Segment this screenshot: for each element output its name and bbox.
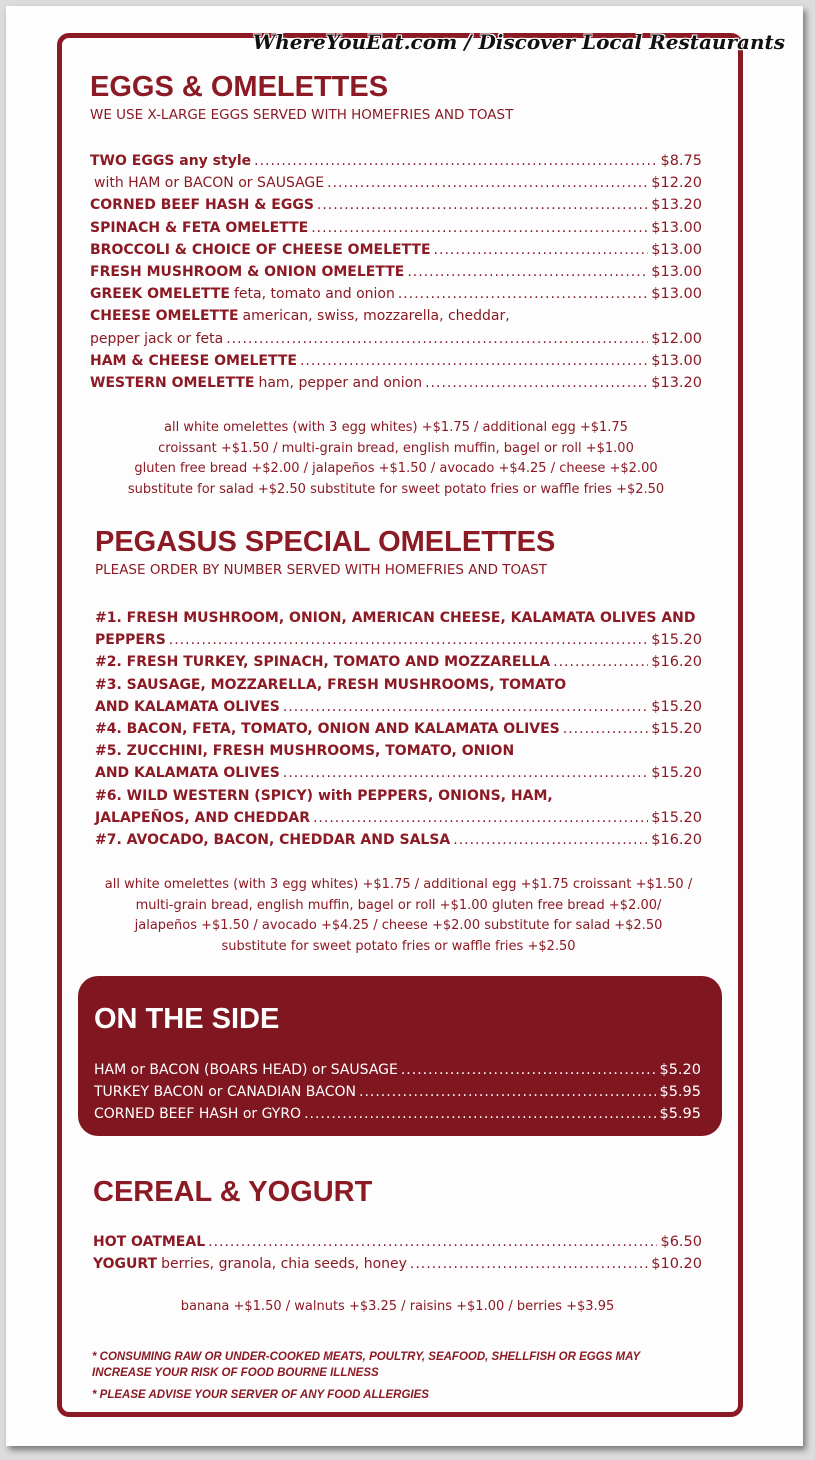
cereal-item-name: HOT OATMEAL (93, 1234, 206, 1250)
cereal-item-price: $10.20 (651, 1256, 702, 1273)
special-item (95, 807, 702, 829)
menu-item-desc: with HAM or BACON or SAUSAGE (94, 175, 325, 192)
special-title: PEGASUS SPECIAL OMELETTES (95, 526, 556, 558)
menu-item (90, 217, 702, 239)
menu-item-desc: american, swiss, mozzarella, cheddar, (242, 308, 510, 325)
special-item-price: $15.20 (651, 809, 702, 826)
side-item-name: TURKEY BACON or CANADIAN BACON (94, 1084, 356, 1101)
special-item-line (95, 740, 702, 762)
eggs-title: EGGS & OMELETTES (90, 71, 389, 103)
special-item (95, 718, 702, 740)
leader-dots (407, 261, 648, 283)
menu-item (90, 239, 702, 261)
special-item-line (95, 674, 702, 696)
special-item (95, 762, 702, 784)
menu-item (90, 172, 702, 194)
special-item (95, 651, 702, 673)
cereal-notes (93, 1297, 702, 1318)
note-line: jalapeños +$1.50 / avocado +$4.25 / cheese +$2.00 substitute for salad +$2.50 (134, 918, 663, 934)
menu-item-price: $13.20 (651, 375, 702, 392)
leader-dots (208, 1231, 657, 1253)
note-line: substitute for salad +$2.50 substitute for sweet potato fries or waffle fries +$2.50 (127, 481, 665, 497)
leader-dots (425, 372, 648, 394)
special-item-price: $15.20 (651, 765, 702, 782)
cereal-item (93, 1253, 702, 1275)
note-line: croissant +$1.50 / multi-grain bread, english muffin, bagel or roll +$1.00 (158, 440, 634, 456)
special-subtitle: PLEASE ORDER BY NUMBER SERVED WITH HOMEFRIES AND TOAST (95, 562, 547, 578)
eggs-section (90, 70, 702, 500)
health-warning (92, 1349, 712, 1381)
side-item (94, 1059, 701, 1081)
side-item-name: HAM or BACON (BOARS HEAD) or SAUSAGE (94, 1062, 398, 1078)
menu-item-price: $13.00 (651, 352, 702, 369)
menu-item-name: GREEK OMELETTE (90, 286, 230, 303)
cereal-item-desc: berries, granola, chia seeds, honey (161, 1256, 407, 1273)
leader-dots (398, 283, 648, 305)
special-item (95, 829, 702, 851)
menu-item-desc: feta, tomato and onion (234, 286, 395, 303)
menu-item-name: CHEESE OMELETTE (90, 308, 239, 325)
menu-item (90, 261, 702, 283)
watermark: WhereYouEat.com / Discover Local Restaurants (252, 30, 785, 54)
side-item-price: $5.95 (659, 1084, 701, 1101)
menu-item-line (90, 305, 702, 327)
menu-item (90, 372, 702, 394)
special-item-name: PEPPERS (95, 632, 166, 649)
special-item (95, 696, 702, 718)
menu-item-name: BROCCOLI & CHOICE OF CHEESE OMELETTE (90, 241, 431, 258)
side-item-name: CORNED BEEF HASH or GYRO (94, 1106, 302, 1123)
menu-item-name: HAM & CHEESE OMELETTE (90, 352, 297, 369)
special-item (95, 629, 702, 651)
eggs-items (90, 150, 702, 394)
leader-dots (304, 1103, 656, 1125)
cereal-item (93, 1231, 702, 1253)
special-item-name: #4. BACON, FETA, TOMATO, ONION AND KALAMATA OLIVES (95, 721, 560, 738)
special-item-name: #7. AVOCADO, BACON, CHEDDAR AND SALSA (95, 832, 451, 849)
special-item-price: $15.20 (651, 721, 702, 738)
menu-item-name: CORNED BEEF HASH & EGGS (90, 197, 314, 214)
leader-dots (401, 1059, 657, 1081)
eggs-subtitle: WE USE X-LARGE EGGS SERVED WITH HOMEFRIES AND TOAST (90, 107, 514, 123)
leader-dots (327, 172, 648, 194)
leader-dots (311, 217, 648, 239)
leader-dots (563, 718, 648, 740)
menu-item-desc: pepper jack or feta (90, 330, 224, 347)
cereal-title: CEREAL & YOGURT (93, 1176, 373, 1208)
menu-item-desc: ham, pepper and onion (258, 375, 423, 392)
eggs-notes (82, 418, 710, 500)
note-line: banana +$1.50 / walnuts +$3.25 / raisins +$1.00 / berries +$3.95 (180, 1299, 615, 1315)
cereal-section (93, 1175, 702, 1318)
note-line: gluten free bread +$2.00 / jalapeños +$1.50 / avocado +$4.25 / cheese +$2.00 (134, 461, 658, 477)
menu-item-price: $8.75 (660, 153, 702, 169)
menu-item-price: $13.00 (651, 241, 702, 258)
side-item (94, 1103, 701, 1125)
special-item-name: #1. FRESH MUSHROOM, ONION, AMERICAN CHEESE, KALAMATA OLIVES AND (95, 610, 696, 626)
health-warning-line1: * CONSUMING RAW OR UNDER-COOKED MEATS, POULTRY, SEAFOOD, SHELLFISH OR EGGS MAY (92, 1351, 641, 1363)
special-item-price: $15.20 (651, 698, 702, 715)
special-item-price: $16.20 (651, 832, 702, 849)
leader-dots (434, 239, 649, 261)
cereal-item-price: $6.50 (660, 1234, 702, 1250)
special-item-name: AND KALAMATA OLIVES (95, 765, 280, 782)
menu-item-price: $12.00 (651, 330, 702, 347)
note-line: all white omelettes (with 3 egg whites) +$1.75 / additional egg +$1.75 (164, 420, 628, 436)
menu-item-name: TWO EGGS any style (90, 153, 252, 169)
leader-dots (169, 629, 648, 651)
allergy-warning-line: * PLEASE ADVISE YOUR SERVER OF ANY FOOD ALLERGIES (92, 1389, 429, 1401)
leader-dots (359, 1081, 656, 1103)
side-item (94, 1081, 701, 1103)
leader-dots (283, 762, 648, 784)
special-item-line (95, 607, 702, 629)
note-line: all white omelettes (with 3 egg whites) +$1.75 / additional egg +$1.75 croissant +$1.50 / (104, 877, 693, 893)
special-item-name: #5. ZUCCHINI, FRESH MUSHROOMS, TOMATO, ONION (95, 743, 515, 760)
menu-item-name: WESTERN OMELETTE (90, 375, 255, 392)
leader-dots (283, 696, 648, 718)
side-item-price: $5.95 (659, 1106, 701, 1123)
leader-dots (300, 350, 648, 372)
special-item-name: #6. WILD WESTERN (SPICY) with PEPPERS, ONIONS, HAM, (95, 787, 553, 804)
note-line: substitute for sweet potato fries or waffle fries +$2.50 (221, 938, 576, 954)
health-warning-line2: INCREASE YOUR RISK OF FOOD BOURNE ILLNESS (92, 1367, 379, 1379)
special-item-line (95, 785, 702, 807)
menu-item (90, 328, 702, 350)
menu-item (90, 283, 702, 305)
leader-dots (410, 1253, 648, 1275)
menu-item-price: $13.00 (651, 219, 702, 236)
special-section (95, 525, 702, 957)
side-item-price: $5.20 (659, 1062, 701, 1078)
menu-item-name: SPINACH & FETA OMELETTE (90, 219, 309, 236)
side-box (78, 976, 722, 1136)
menu-item (90, 150, 702, 172)
cereal-items (93, 1231, 702, 1275)
leader-dots (553, 651, 648, 673)
menu-item-price: $13.20 (651, 197, 702, 214)
special-item-name: AND KALAMATA OLIVES (95, 698, 280, 715)
side-title: ON THE SIDE (94, 1003, 280, 1035)
special-items (95, 607, 702, 851)
menu-item-name: FRESH MUSHROOM & ONION OMELETTE (90, 264, 405, 281)
leader-dots (313, 807, 648, 829)
special-item-price: $16.20 (651, 654, 702, 671)
side-items (94, 1059, 701, 1126)
cereal-item-name: YOGURT (93, 1256, 158, 1273)
leader-dots (226, 328, 648, 350)
leader-dots (254, 150, 657, 172)
allergy-warning (92, 1387, 712, 1403)
special-item-name: JALAPEÑOS, AND CHEDDAR (95, 809, 310, 826)
leader-dots (453, 829, 648, 851)
menu-item (90, 194, 702, 216)
special-notes (87, 875, 710, 957)
leader-dots (317, 194, 648, 216)
menu-item-price: $12.20 (651, 175, 702, 192)
menu-item (90, 350, 702, 372)
special-item-price: $15.20 (651, 632, 702, 649)
special-item-name: #2. FRESH TURKEY, SPINACH, TOMATO AND MOZZARELLA (95, 654, 551, 671)
menu-item-price: $13.00 (651, 286, 702, 303)
menu-item-price: $13.00 (651, 264, 702, 281)
note-line: multi-grain bread, english muffin, bagel or roll +$1.00 gluten free bread +$2.00/ (135, 897, 662, 913)
special-item-name: #3. SAUSAGE, MOZZARELLA, FRESH MUSHROOMS, TOMATO (95, 676, 567, 693)
